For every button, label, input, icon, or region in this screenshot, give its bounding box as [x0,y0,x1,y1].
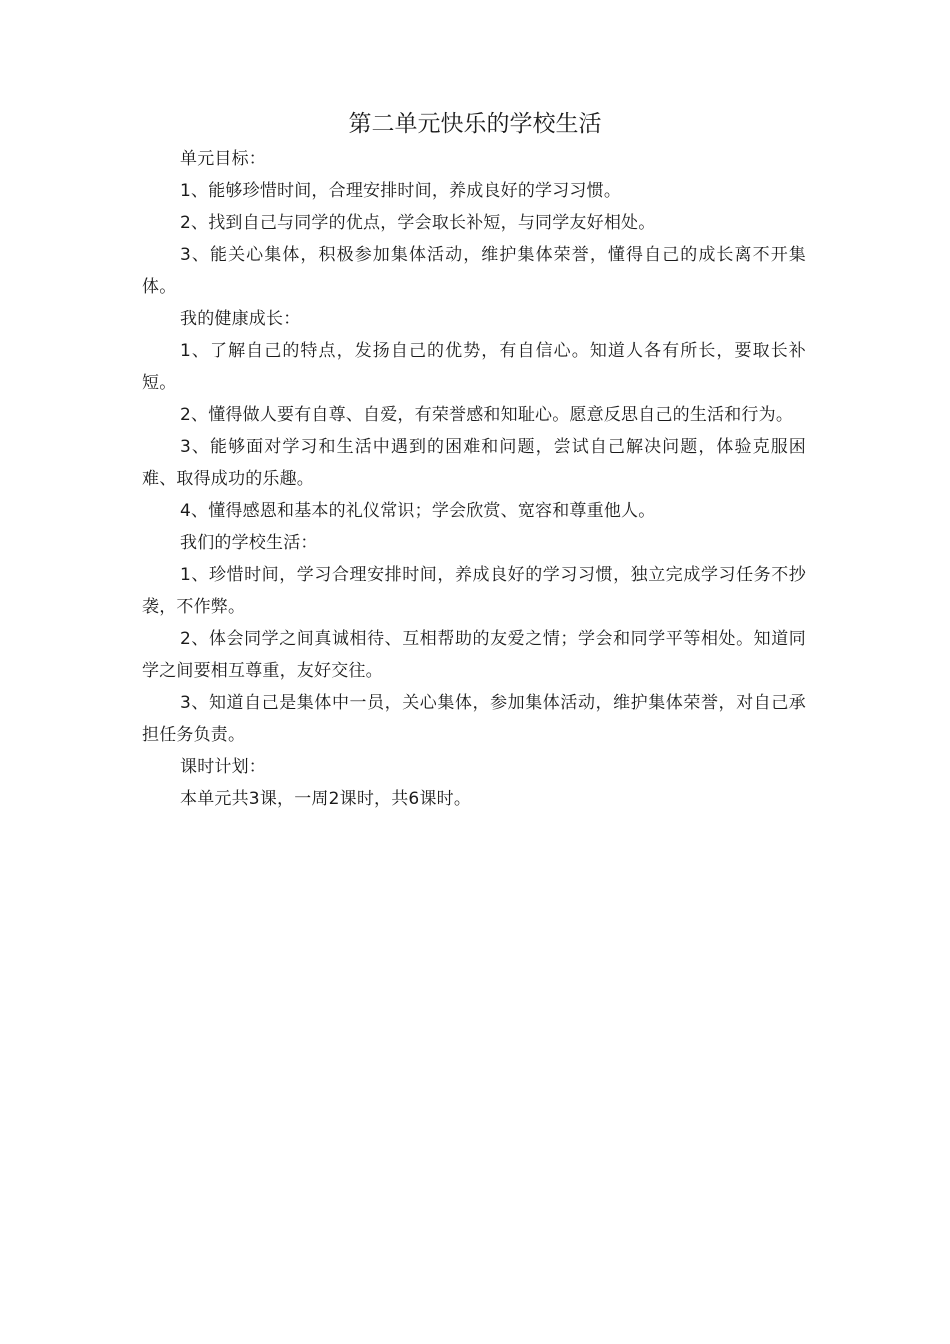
heading-unit-goals: 单元目标： [180,149,266,169]
heading-healthy-growth: 我的健康成长： [180,309,301,329]
goal-item-3: 3、能关心集体，积极参加集体活动，维护集体荣誉，懂得自己的成长离不开集体。 [142,245,806,297]
growth-item-1: 1、了解自己的特点，发扬自己的优势，有自信心。知道人各有所长，要取长补短。 [142,341,806,393]
document-body [142,143,806,815]
goal-item-1: 1、能够珍惜时间，合理安排时间，养成良好的学习习惯。 [180,181,622,201]
goal-item-2: 2、找到自己与同学的优点，学会取长补短，与同学友好相处。 [180,213,656,233]
growth-item-4: 4、懂得感恩和基本的礼仪常识；学会欣赏、宽容和尊重他人。 [180,501,656,521]
heading-lesson-plan: 课时计划： [180,757,266,777]
growth-item-3: 3、能够面对学习和生活中遇到的困难和问题，尝试自己解决问题，体验克服困难、取得成功的乐趣。 [142,437,806,489]
document-title: 第二单元快乐的学校生活 [348,111,602,137]
heading-school-life: 我们的学校生活： [180,533,318,553]
lesson-plan-text: 本单元共3课，一周2课时，共6课时。 [180,789,472,809]
school-item-1: 1、珍惜时间，学习合理安排时间，养成良好的学习习惯，独立完成学习任务不抄袭，不作弊。 [142,565,806,617]
school-item-2: 2、体会同学之间真诚相待、互相帮助的友爱之情；学会和同学平等相处。知道同学之间要相互尊重，友好交往。 [142,629,806,681]
growth-item-2: 2、懂得做人要有自尊、自爱，有荣誉感和知耻心。愿意反思自己的生活和行为。 [180,405,794,425]
school-item-3: 3、知道自己是集体中一员，关心集体，参加集体活动，维护集体荣誉，对自己承担任务负责。 [142,693,806,745]
